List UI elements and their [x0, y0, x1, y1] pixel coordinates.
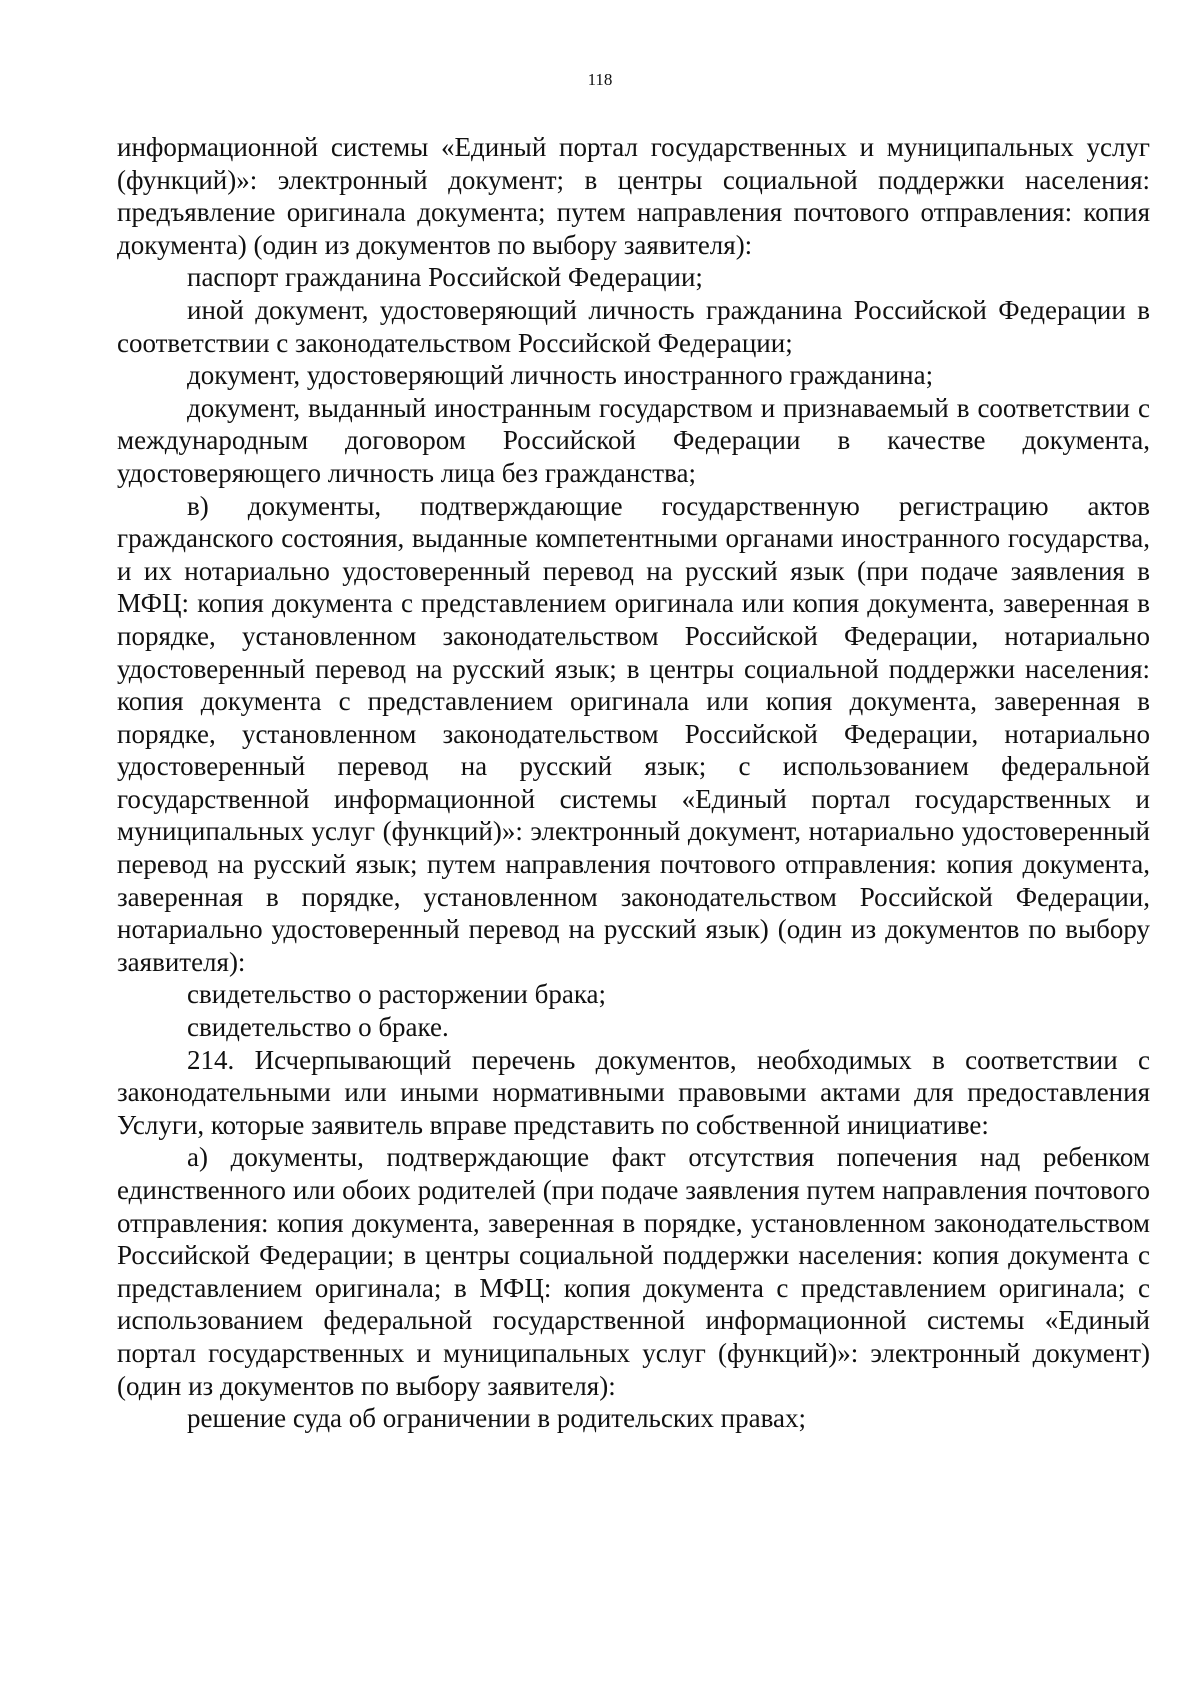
paragraph: документ, удостоверяющий личность иностранного гражданина; [187, 360, 934, 391]
paragraph: в) документы, подтверждающие государственную регистрацию актов гражданского состояния, выданные компетентными органами иностранного государства, и их нотариально удостоверенный перевод на русский язык (при подаче заявления в МФЦ: копия документа с представлением оригинала или копия документа, заверенная в порядке, установленном законодательством Российской Федерации, нотариально удостоверенный перевод на русский язык; в центры социальной поддержки населения: копия документа с представлением оригинала или копия документа, заверенная в порядке, установленном законодательством Российской Федерации, нотариально удостоверенный перевод на русский язык; с использованием федеральной государственной информационной системы «Единый портал государственных и муниципальных услуг (функций)»: электронный документ, нотариально удостоверенный перевод на русский язык; путем направления почтового отправления: копия документа, заверенная в порядке, установленном законодательством Российской Федерации, нотариально удостоверенный перевод на русский язык) (один из документов по выбору заявителя): [117, 490, 1150, 977]
paragraph: а) документы, подтверждающие факт отсутствия попечения над ребенком единственного или обоих родителей (при подаче заявления путем направления почтового отправления: копия документа, заверенная в порядке, установленном законодательством Российской Федерации; в центры социальной поддержки населения: копия документа с представлением оригинала; в МФЦ: копия документа с представлением оригинала; с использованием федеральной государственной информационной системы «Единый портал государственных и муниципальных услуг (функций)»: электронный документ) (один из документов по выбору заявителя): [117, 1142, 1150, 1401]
page-number: 118 [587, 70, 613, 89]
paragraph: информационной системы «Единый портал государственных и муниципальных услуг (функций)»: электронный документ; в центры социальной поддержки населения: предъявление оригинала документа; путем направления почтового отправления: копия документа) (один из документов по выбору заявителя): [117, 132, 1150, 260]
document-body [117, 131, 1150, 1435]
paragraph: решение суда об ограничении в родительских правах; [187, 1403, 806, 1434]
paragraph: свидетельство о браке. [187, 1012, 449, 1043]
paragraph: иной документ, удостоверяющий личность гражданина Российской Федерации в соответствии с законодательством Российской Федерации; [117, 294, 1150, 358]
paragraph: свидетельство о расторжении брака; [187, 979, 607, 1010]
paragraph: документ, выданный иностранным государством и признаваемый в соответствии с международным договором Российской Федерации в качестве документа, удостоверяющего личность лица без гражданства; [117, 392, 1150, 488]
paragraph: 214. Исчерпывающий перечень документов, необходимых в соответствии с законодательными или иными нормативными правовыми актами для предоставления Услуги, которые заявитель вправе представить по собственной инициативе: [117, 1044, 1150, 1140]
paragraph: паспорт гражданина Российской Федерации; [187, 262, 703, 293]
